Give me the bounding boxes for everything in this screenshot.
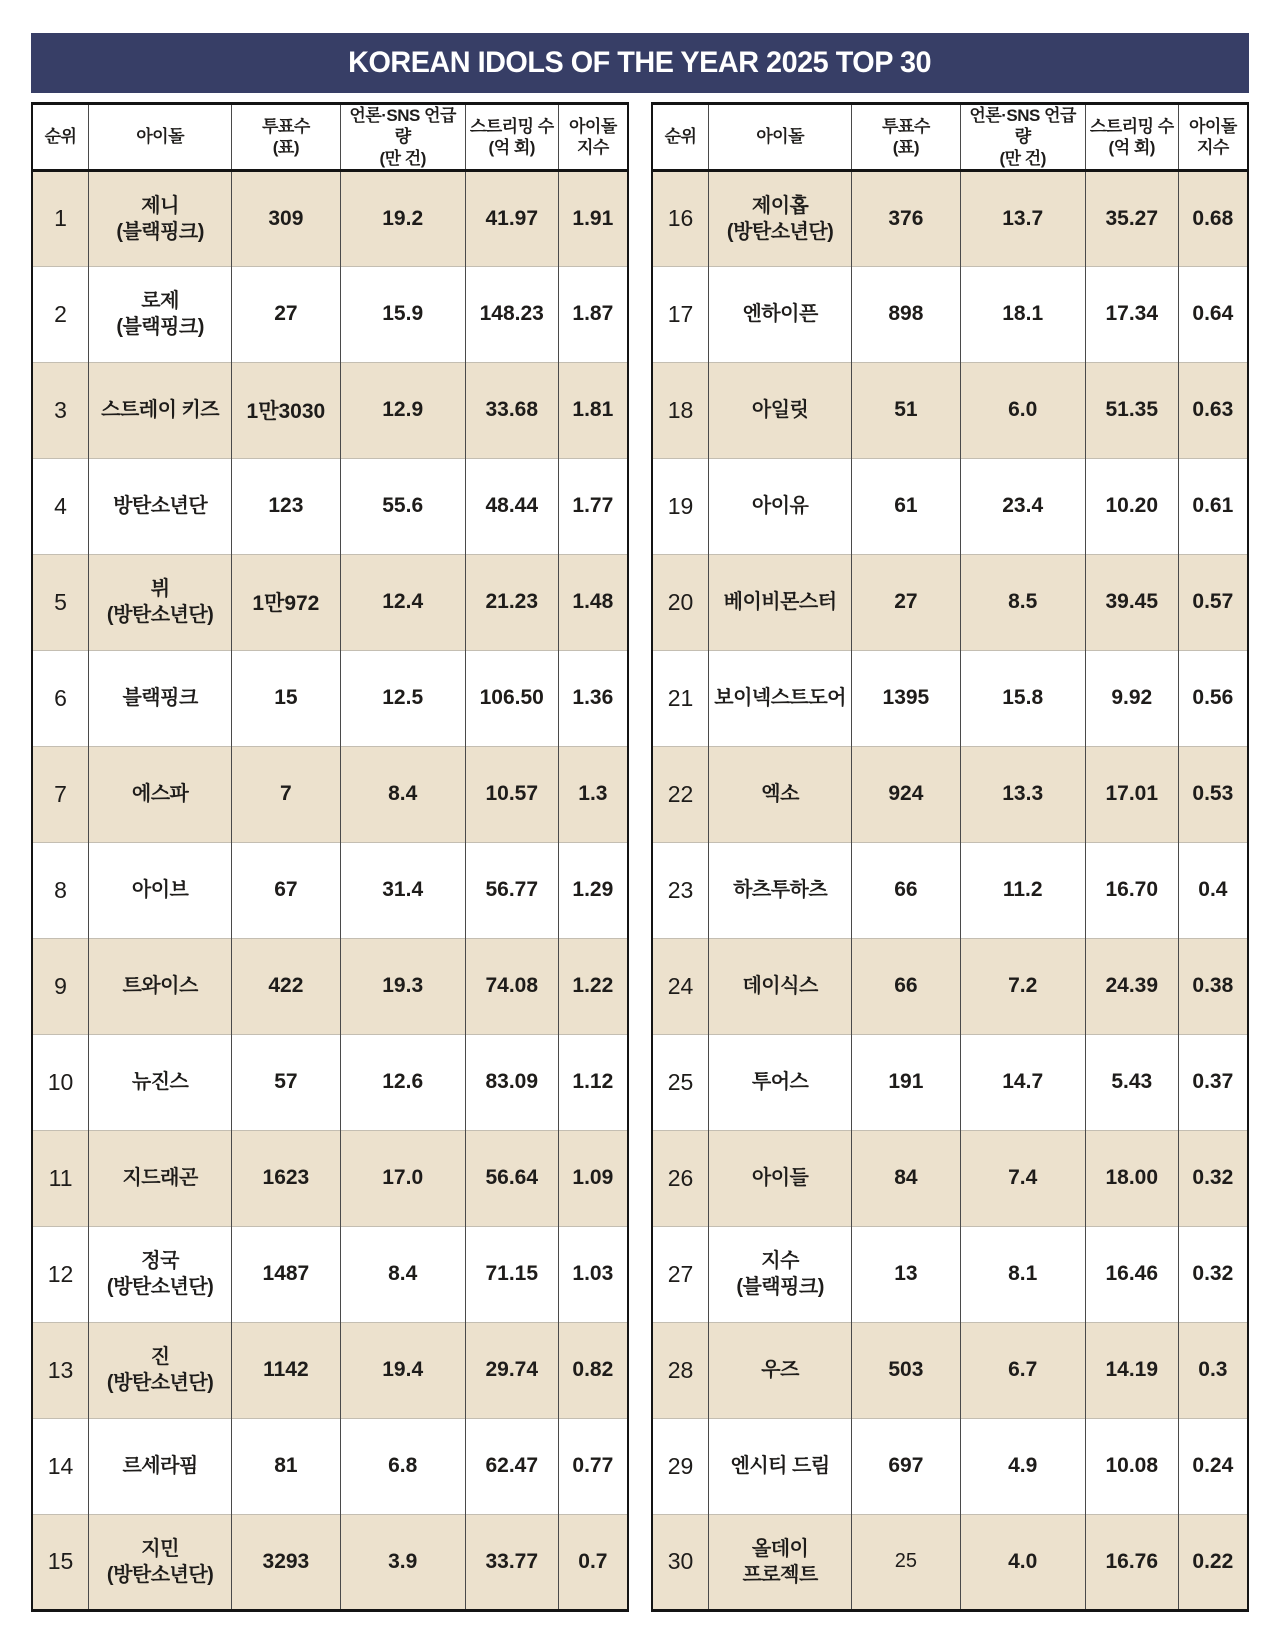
votes-cell: 898 bbox=[852, 266, 960, 362]
table-row bbox=[652, 1034, 1248, 1130]
mentions-cell: 15.8 bbox=[960, 650, 1085, 746]
index-cell: 0.7 bbox=[558, 1514, 628, 1610]
streams-cell: 56.77 bbox=[465, 842, 558, 938]
mentions-cell: 6.0 bbox=[960, 362, 1085, 458]
page-title: KOREAN IDOLS OF THE YEAR 2025 TOP 30 bbox=[348, 46, 932, 79]
streams-cell: 56.64 bbox=[465, 1130, 558, 1226]
table-row bbox=[652, 1130, 1248, 1226]
table-row bbox=[652, 746, 1248, 842]
votes-cell: 27 bbox=[852, 554, 960, 650]
idol-name: 에스파 bbox=[131, 783, 189, 806]
mentions-cell: 55.6 bbox=[340, 458, 465, 554]
rank-cell: 25 bbox=[652, 1034, 709, 1130]
index-cell: 1.22 bbox=[558, 938, 628, 1034]
streams-cell: 33.77 bbox=[465, 1514, 558, 1610]
streams-cell: 17.34 bbox=[1085, 266, 1178, 362]
table-body bbox=[652, 170, 1248, 1610]
index-cell: 1.48 bbox=[558, 554, 628, 650]
idol-cell bbox=[709, 1418, 852, 1514]
rank-cell: 22 bbox=[652, 746, 709, 842]
index-cell: 1.87 bbox=[558, 266, 628, 362]
idol-name: 엑소 bbox=[761, 783, 799, 806]
mentions-cell: 12.6 bbox=[340, 1034, 465, 1130]
rank-cell: 15 bbox=[32, 1514, 89, 1610]
title-banner bbox=[31, 33, 1249, 93]
idol-group: (방탄소년단) bbox=[106, 1276, 214, 1299]
mentions-cell: 12.5 bbox=[340, 650, 465, 746]
mentions-cell: 4.0 bbox=[960, 1514, 1085, 1610]
idol-cell bbox=[709, 1514, 852, 1610]
idol-group: (방탄소년단) bbox=[726, 220, 834, 243]
votes-cell: 66 bbox=[852, 842, 960, 938]
votes-cell: 7 bbox=[232, 746, 340, 842]
col-header-rank: 순위 bbox=[32, 104, 89, 171]
idol-cell bbox=[89, 1034, 232, 1130]
table-row bbox=[32, 362, 628, 458]
votes-cell: 924 bbox=[852, 746, 960, 842]
votes-cell: 27 bbox=[232, 266, 340, 362]
idol-name: 정국 bbox=[141, 1250, 179, 1273]
votes-cell: 81 bbox=[232, 1418, 340, 1514]
col-header-index: 아이돌 지수 bbox=[1178, 104, 1248, 171]
index-cell: 1.03 bbox=[558, 1226, 628, 1322]
idol-name: 우즈 bbox=[761, 1359, 799, 1382]
rank-cell: 14 bbox=[32, 1418, 89, 1514]
rank-cell: 13 bbox=[32, 1322, 89, 1418]
votes-cell: 123 bbox=[232, 458, 340, 554]
streams-cell: 14.19 bbox=[1085, 1322, 1178, 1418]
index-cell: 1.12 bbox=[558, 1034, 628, 1130]
streams-cell: 17.01 bbox=[1085, 746, 1178, 842]
mentions-cell: 6.7 bbox=[960, 1322, 1085, 1418]
idol-cell bbox=[89, 1418, 232, 1514]
index-cell: 0.4 bbox=[1178, 842, 1248, 938]
idol-cell bbox=[89, 554, 232, 650]
table-row bbox=[32, 938, 628, 1034]
col-header-votes: 투표수 (표) bbox=[232, 104, 340, 171]
idol-cell bbox=[89, 458, 232, 554]
index-cell: 0.57 bbox=[1178, 554, 1248, 650]
idol-name: 스트레이 키즈 bbox=[101, 399, 220, 422]
index-cell: 1.91 bbox=[558, 170, 628, 266]
idol-name: 엔시티 드림 bbox=[730, 1455, 830, 1478]
streams-cell: 71.15 bbox=[465, 1226, 558, 1322]
rank-cell: 7 bbox=[32, 746, 89, 842]
rank-cell: 17 bbox=[652, 266, 709, 362]
col-header-mentions: 언론·SNS 언급량 (만 건) bbox=[340, 104, 465, 171]
table-row bbox=[32, 458, 628, 554]
idol-name: 뉴진스 bbox=[131, 1071, 189, 1094]
idol-cell bbox=[89, 1130, 232, 1226]
rank-cell: 26 bbox=[652, 1130, 709, 1226]
idol-name: 트와이스 bbox=[122, 975, 198, 998]
votes-cell: 15 bbox=[232, 650, 340, 746]
rank-cell: 8 bbox=[32, 842, 89, 938]
mentions-cell: 14.7 bbox=[960, 1034, 1085, 1130]
idol-name: 방탄소년단 bbox=[113, 495, 208, 518]
streams-cell: 51.35 bbox=[1085, 362, 1178, 458]
votes-cell: 309 bbox=[232, 170, 340, 266]
rank-cell: 21 bbox=[652, 650, 709, 746]
rank-cell: 1 bbox=[54, 205, 67, 232]
votes-cell: 1395 bbox=[852, 650, 960, 746]
streams-cell: 16.76 bbox=[1085, 1514, 1178, 1610]
mentions-cell: 3.9 bbox=[340, 1514, 465, 1610]
idol-name: 르세라핌 bbox=[122, 1455, 198, 1478]
index-cell: 0.64 bbox=[1178, 266, 1248, 362]
streams-cell: 18.00 bbox=[1085, 1130, 1178, 1226]
index-cell: 0.82 bbox=[558, 1322, 628, 1418]
votes-cell: 1만3030 bbox=[232, 362, 340, 458]
streams-cell: 62.47 bbox=[465, 1418, 558, 1514]
votes-cell: 1만972 bbox=[232, 554, 340, 650]
idol-cell bbox=[89, 362, 232, 458]
idol-name: 투어스 bbox=[751, 1071, 809, 1094]
votes-cell: 3293 bbox=[232, 1514, 340, 1610]
mentions-cell: 12.4 bbox=[340, 554, 465, 650]
idol-cell bbox=[89, 1226, 232, 1322]
mentions-cell: 13.3 bbox=[960, 746, 1085, 842]
index-cell: 1.29 bbox=[558, 842, 628, 938]
table-row bbox=[652, 554, 1248, 650]
table-row bbox=[32, 554, 628, 650]
idol-cell bbox=[709, 266, 852, 362]
rank-cell: 18 bbox=[652, 362, 709, 458]
idol-name: 데이식스 bbox=[742, 975, 818, 998]
votes-cell: 25 bbox=[852, 1514, 960, 1610]
mentions-cell: 12.9 bbox=[340, 362, 465, 458]
idol-group: (블랙핑크) bbox=[736, 1276, 824, 1299]
table-row bbox=[32, 1226, 628, 1322]
idol-cell bbox=[709, 650, 852, 746]
mentions-cell: 7.4 bbox=[960, 1130, 1085, 1226]
table-row bbox=[32, 1034, 628, 1130]
mentions-cell: 8.4 bbox=[340, 1226, 465, 1322]
index-cell: 0.24 bbox=[1178, 1418, 1248, 1514]
idol-name: 지민 bbox=[141, 1537, 179, 1560]
index-cell: 0.3 bbox=[1178, 1322, 1248, 1418]
index-cell: 0.77 bbox=[558, 1418, 628, 1514]
streams-cell: 10.20 bbox=[1085, 458, 1178, 554]
rank-cell: 9 bbox=[32, 938, 89, 1034]
rank-cell: 2 bbox=[32, 266, 89, 362]
header-row bbox=[652, 104, 1248, 171]
streams-cell: 16.46 bbox=[1085, 1226, 1178, 1322]
idol-cell bbox=[709, 842, 852, 938]
mentions-cell: 31.4 bbox=[340, 842, 465, 938]
index-cell: 1.09 bbox=[558, 1130, 628, 1226]
table-row bbox=[652, 1418, 1248, 1514]
table-row bbox=[32, 842, 628, 938]
streams-cell: 5.43 bbox=[1085, 1034, 1178, 1130]
idol-name: 제니 bbox=[141, 194, 179, 217]
votes-cell: 191 bbox=[852, 1034, 960, 1130]
col-header-rank: 순위 bbox=[652, 104, 709, 171]
table-header bbox=[652, 104, 1248, 171]
mentions-cell: 19.2 bbox=[340, 170, 465, 266]
idol-cell bbox=[89, 1322, 232, 1418]
idol-name: 아이브 bbox=[131, 879, 189, 902]
index-cell: 0.32 bbox=[1178, 1226, 1248, 1322]
mentions-cell: 19.3 bbox=[340, 938, 465, 1034]
table-row bbox=[652, 1226, 1248, 1322]
streams-cell: 21.23 bbox=[465, 554, 558, 650]
streams-cell: 10.57 bbox=[465, 746, 558, 842]
idol-cell bbox=[709, 1130, 852, 1226]
idol-name: 지수 bbox=[761, 1250, 799, 1273]
table-row bbox=[652, 170, 1248, 266]
streams-cell: 48.44 bbox=[465, 458, 558, 554]
idol-cell bbox=[709, 458, 852, 554]
idol-name: 로제 bbox=[141, 290, 179, 313]
idol-cell bbox=[89, 746, 232, 842]
mentions-cell: 4.9 bbox=[960, 1418, 1085, 1514]
table-header bbox=[32, 104, 628, 171]
table-row bbox=[32, 266, 628, 362]
mentions-cell: 17.0 bbox=[340, 1130, 465, 1226]
rank-cell: 3 bbox=[32, 362, 89, 458]
votes-cell: 1623 bbox=[232, 1130, 340, 1226]
table-left-ranks-1-15 bbox=[31, 102, 629, 1612]
mentions-cell: 23.4 bbox=[960, 458, 1085, 554]
table-row bbox=[652, 362, 1248, 458]
idol-cell bbox=[709, 1322, 852, 1418]
header-row bbox=[32, 104, 628, 171]
idol-group: (방탄소년단) bbox=[106, 1563, 214, 1586]
idol-name: 지드래곤 bbox=[122, 1167, 198, 1190]
idol-group: (방탄소년단) bbox=[106, 1372, 214, 1395]
index-cell: 0.63 bbox=[1178, 362, 1248, 458]
rank-cell: 28 bbox=[652, 1322, 709, 1418]
rank-cell: 19 bbox=[652, 458, 709, 554]
idol-name: 블랙핑크 bbox=[122, 687, 198, 710]
table-row bbox=[652, 266, 1248, 362]
rank-cell: 24 bbox=[652, 938, 709, 1034]
idol-name: 하츠투하츠 bbox=[733, 879, 828, 902]
rank-cell: 16 bbox=[667, 205, 694, 232]
idol-name: 제이홉 bbox=[751, 194, 809, 217]
idol-name: 베이비몬스터 bbox=[723, 591, 837, 614]
streams-cell: 83.09 bbox=[465, 1034, 558, 1130]
col-header-idol: 아이돌 bbox=[709, 104, 852, 171]
rank-cell: 5 bbox=[32, 554, 89, 650]
rank-cell: 20 bbox=[652, 554, 709, 650]
table-row bbox=[32, 746, 628, 842]
idol-group: 프로젝트 bbox=[742, 1563, 818, 1586]
mentions-cell: 8.5 bbox=[960, 554, 1085, 650]
idol-cell bbox=[89, 170, 232, 266]
idol-name: 엔하이픈 bbox=[742, 303, 818, 326]
rank-cell: 10 bbox=[32, 1034, 89, 1130]
index-cell: 0.38 bbox=[1178, 938, 1248, 1034]
idol-name: 보이넥스트도어 bbox=[714, 687, 846, 710]
streams-cell: 9.92 bbox=[1085, 650, 1178, 746]
streams-cell: 41.97 bbox=[465, 170, 558, 266]
votes-cell: 376 bbox=[852, 170, 960, 266]
idol-name: 아이유 bbox=[751, 495, 809, 518]
idol-cell bbox=[89, 266, 232, 362]
rank-cell: 30 bbox=[652, 1514, 709, 1610]
mentions-cell: 8.4 bbox=[340, 746, 465, 842]
mentions-cell: 18.1 bbox=[960, 266, 1085, 362]
table-row bbox=[32, 1514, 628, 1610]
rank-cell: 29 bbox=[652, 1418, 709, 1514]
votes-cell: 422 bbox=[232, 938, 340, 1034]
votes-cell: 1142 bbox=[232, 1322, 340, 1418]
idol-name: 아일릿 bbox=[751, 399, 809, 422]
streams-cell: 10.08 bbox=[1085, 1418, 1178, 1514]
rank-cell: 6 bbox=[32, 650, 89, 746]
votes-cell: 57 bbox=[232, 1034, 340, 1130]
rank-cell: 23 bbox=[652, 842, 709, 938]
votes-cell: 697 bbox=[852, 1418, 960, 1514]
votes-cell: 13 bbox=[852, 1226, 960, 1322]
votes-cell: 1487 bbox=[232, 1226, 340, 1322]
idol-cell bbox=[89, 938, 232, 1034]
index-cell: 0.37 bbox=[1178, 1034, 1248, 1130]
idol-cell bbox=[709, 554, 852, 650]
col-header-streams: 스트리밍 수 (억 회) bbox=[465, 104, 558, 171]
idol-name: 뷔 bbox=[150, 578, 170, 601]
mentions-cell: 11.2 bbox=[960, 842, 1085, 938]
tables-container bbox=[31, 102, 1249, 1612]
table-row bbox=[32, 1130, 628, 1226]
table-right-ranks-16-30 bbox=[651, 102, 1249, 1612]
table-row bbox=[32, 1418, 628, 1514]
table-row bbox=[32, 1322, 628, 1418]
col-header-mentions: 언론·SNS 언급량 (만 건) bbox=[960, 104, 1085, 171]
votes-cell: 61 bbox=[852, 458, 960, 554]
rank-cell: 12 bbox=[32, 1226, 89, 1322]
ranking-table bbox=[31, 102, 629, 1612]
streams-cell: 29.74 bbox=[465, 1322, 558, 1418]
table-row bbox=[652, 1514, 1248, 1610]
idol-name: 진 bbox=[150, 1346, 170, 1369]
index-cell: 1.3 bbox=[558, 746, 628, 842]
index-cell: 0.22 bbox=[1178, 1514, 1248, 1610]
table-row bbox=[652, 938, 1248, 1034]
streams-cell: 16.70 bbox=[1085, 842, 1178, 938]
streams-cell: 74.08 bbox=[465, 938, 558, 1034]
index-cell: 0.61 bbox=[1178, 458, 1248, 554]
idol-name: 아이들 bbox=[751, 1167, 809, 1190]
table-row bbox=[32, 650, 628, 746]
table-row bbox=[652, 1322, 1248, 1418]
idol-cell bbox=[709, 362, 852, 458]
votes-cell: 84 bbox=[852, 1130, 960, 1226]
index-cell: 0.68 bbox=[1178, 170, 1248, 266]
table-row bbox=[652, 650, 1248, 746]
streams-cell: 33.68 bbox=[465, 362, 558, 458]
mentions-cell: 7.2 bbox=[960, 938, 1085, 1034]
idol-cell bbox=[709, 746, 852, 842]
streams-cell: 106.50 bbox=[465, 650, 558, 746]
mentions-cell: 15.9 bbox=[340, 266, 465, 362]
idol-name: 올데이 bbox=[751, 1537, 809, 1560]
votes-cell: 67 bbox=[232, 842, 340, 938]
idol-group: (블랙핑크) bbox=[116, 220, 204, 243]
votes-cell: 66 bbox=[852, 938, 960, 1034]
table-row bbox=[652, 458, 1248, 554]
col-header-votes: 투표수 (표) bbox=[852, 104, 960, 171]
idol-cell bbox=[709, 170, 852, 266]
index-cell: 1.77 bbox=[558, 458, 628, 554]
table-body bbox=[32, 170, 628, 1610]
rank-cell: 11 bbox=[32, 1130, 89, 1226]
rank-cell: 27 bbox=[652, 1226, 709, 1322]
idol-cell bbox=[709, 1226, 852, 1322]
idol-cell bbox=[709, 938, 852, 1034]
rank-cell: 4 bbox=[32, 458, 89, 554]
votes-cell: 503 bbox=[852, 1322, 960, 1418]
index-cell: 1.81 bbox=[558, 362, 628, 458]
index-cell: 0.32 bbox=[1178, 1130, 1248, 1226]
ranking-table bbox=[651, 102, 1249, 1612]
table-row bbox=[32, 170, 628, 266]
idol-cell bbox=[89, 842, 232, 938]
col-header-index: 아이돌 지수 bbox=[558, 104, 628, 171]
mentions-cell: 6.8 bbox=[340, 1418, 465, 1514]
table-row bbox=[652, 842, 1248, 938]
index-cell: 1.36 bbox=[558, 650, 628, 746]
idol-cell bbox=[89, 650, 232, 746]
streams-cell: 24.39 bbox=[1085, 938, 1178, 1034]
mentions-cell: 13.7 bbox=[960, 170, 1085, 266]
mentions-cell: 19.4 bbox=[340, 1322, 465, 1418]
streams-cell: 148.23 bbox=[465, 266, 558, 362]
idol-cell bbox=[89, 1514, 232, 1610]
index-cell: 0.56 bbox=[1178, 650, 1248, 746]
streams-cell: 35.27 bbox=[1085, 170, 1178, 266]
col-header-idol: 아이돌 bbox=[89, 104, 232, 171]
index-cell: 0.53 bbox=[1178, 746, 1248, 842]
col-header-streams: 스트리밍 수 (억 회) bbox=[1085, 104, 1178, 171]
idol-group: (블랙핑크) bbox=[116, 316, 204, 339]
mentions-cell: 8.1 bbox=[960, 1226, 1085, 1322]
streams-cell: 39.45 bbox=[1085, 554, 1178, 650]
idol-group: (방탄소년단) bbox=[106, 604, 214, 627]
votes-cell: 51 bbox=[852, 362, 960, 458]
idol-cell bbox=[709, 1034, 852, 1130]
